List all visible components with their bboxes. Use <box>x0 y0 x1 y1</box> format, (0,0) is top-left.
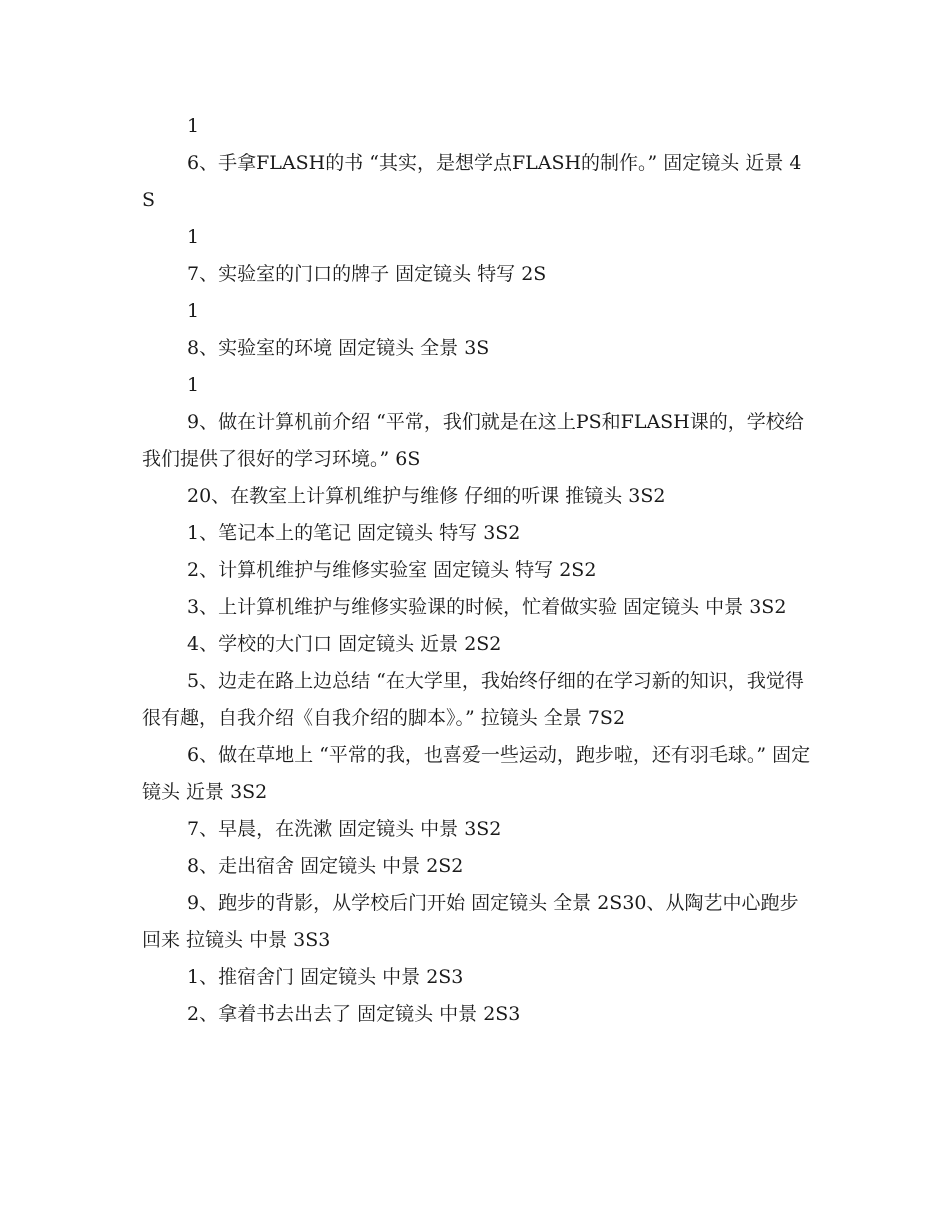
paragraph: 6、手拿FLASH的书 “其实，是想学点FLASH的制作。” 固定镜头 近景 4S <box>142 152 802 211</box>
paragraph: 5、边走在路上边总结 “在大学里，我始终仔细的在学习新的知识，我觉得很有趣，自我介绍《自我介绍的脚本》。” 拉镜头 全景 7S2 <box>142 670 804 729</box>
paragraph: 2、计算机维护与维修实验室 固定镜头 特写 2S2 <box>187 559 597 581</box>
paragraph: 8、走出宿舍 固定镜头 中景 2S2 <box>187 855 464 877</box>
paragraph: 1 <box>187 374 200 396</box>
paragraph: 3、上计算机维护与维修实验课的时候，忙着做实验 固定镜头 中景 3S2 <box>187 596 787 618</box>
paragraph: 1、推宿舍门 固定镜头 中景 2S3 <box>187 966 464 988</box>
paragraph: 1 <box>187 300 200 322</box>
paragraph: 6、做在草地上 “平常的我，也喜爱一些运动，跑步啦，还有羽毛球。” 固定镜头 近景 3S2 <box>142 744 811 803</box>
paragraph: 7、实验室的门口的牌子 固定镜头 特写 2S <box>187 263 547 285</box>
paragraph: 20、在教室上计算机维护与维修 仔细的听课 推镜头 3S2 <box>187 485 666 507</box>
paragraph: 9、做在计算机前介绍 “平常，我们就是在这上PS和FLASH课的，学校给我们提供了很好的学习环境。” 6S <box>142 411 804 470</box>
paragraph: 1、笔记本上的笔记 固定镜头 特写 3S2 <box>187 522 521 544</box>
paragraph: 9、跑步的背影，从学校后门开始 固定镜头 全景 2S30、从陶艺中心跑步回来 拉镜头 中景 3S3 <box>142 892 799 951</box>
paragraph: 8、实验室的环境 固定镜头 全景 3S <box>187 337 490 359</box>
paragraph: 1 <box>187 115 200 137</box>
paragraph: 7、早晨，在洗漱 固定镜头 中景 3S2 <box>187 818 502 840</box>
paragraph: 2、拿着书去出去了 固定镜头 中景 2S3 <box>187 1003 521 1025</box>
paragraph: 1 <box>187 226 200 248</box>
paragraph: 4、学校的大门口 固定镜头 近景 2S2 <box>187 633 502 655</box>
